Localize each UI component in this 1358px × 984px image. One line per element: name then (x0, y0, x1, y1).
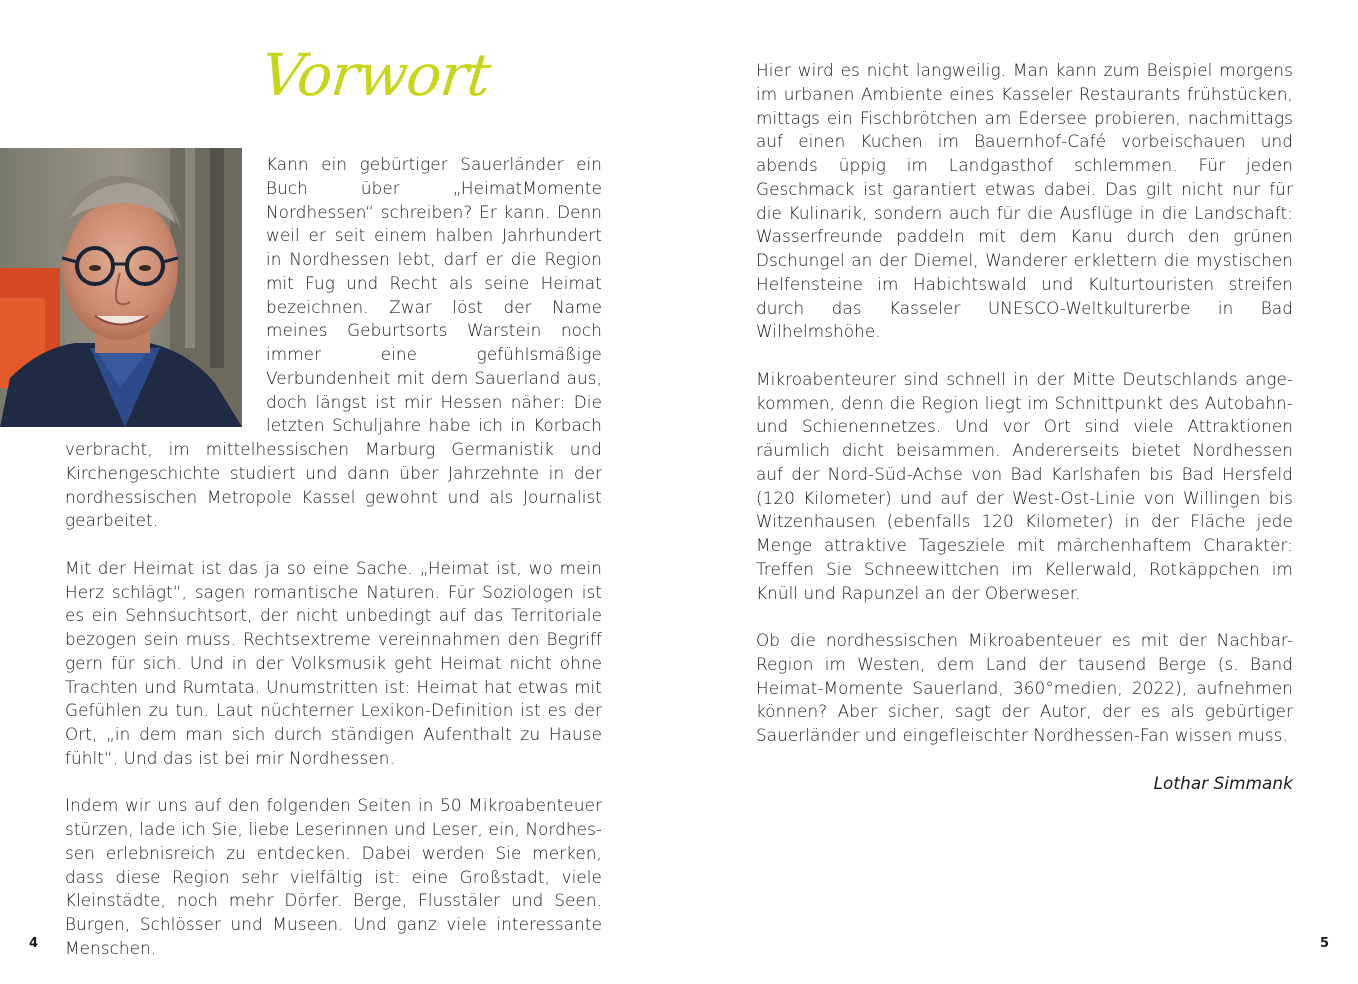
page-title: Vorwort (258, 41, 494, 109)
right-column (756, 59, 1293, 819)
left-column (65, 153, 602, 984)
paragraph: Mit der Heimat ist das ja so eine Sache. „Heimat ist, wo mein Herz schlägt“, sagen romantische Naturen. Für Soziologen ist es ein Sehnsuchtsort, der nicht unbedingt auf das Territoriale bezogen sein muss. Rechtsextreme vereinnahmen den Begriff gern für sich. Und in der Volksmusik geht Heimat nicht ohne Trachten und Rumtata. Unumstritten ist: Heimat hat etwas mit Gefühlen zu tun. Laut nüchterner Lexikon-Definition ist es der Ort, „in dem man sich durch ständigen Aufenthalt zu Hause fühlt“. Und das ist bei mir Nordhessen. (65, 557, 602, 768)
photo-wrap-spacer (65, 153, 266, 426)
paragraph: Ob die nordhessischen Mikroabenteuer es mit der Nachbar-Region im Westen, dem Land der tausend Berge (s. Band Heimat-Momente Sauerland, 360°medien, 2022), aufnehmen können? Aber sicher, sagt der Autor, der es als gebürtiger Sauerländer und eingefleischter Nordhessen-Fan wissen muss. (756, 630, 1293, 745)
paragraph: Kann ein gebürtiger Sauerländer ein Buch über „HeimatMomente Nordhessen“ schreiben? Er kann. Denn weil er seit einem halben Jahrhundert in Nordhessen lebt, darf er die Region mit Fug und Recht als seine Heimat bezeichnen. Zwar löst der Name meines Geburtsorts Warstein noch immer eine gefühlsmäßige Verbundenheit mit dem Sauerland aus, doch längst ist mir Hessen näher: Die letzten Schuljahre habe ich in Korbach verbracht, im mittelhessischen Marburg Germanistik und Kirchengeschichte studiert und dann über Jahrzehnte in der nordhessischen Metropole Kassel gewohnt und als Journalist gearbeitet. (65, 154, 602, 531)
paragraph: Indem wir uns auf den folgenden Seiten in 50 Mikroabenteuer stürzen, lade ich Sie, liebe Leserinnen und Leser, ein, Nordhessen erlebnisreich zu entdecken. Dabei werden Sie merken, dass diese Region sehr vielfältig ist: eine Großstadt, viele Kleinstädte, noch mehr Dörfer. Berge, Flusstäler und Seen. Burgen, Schlösser und Museen. Und ganz viele interessante Menschen. (65, 795, 602, 958)
page-number-left: 4 (29, 936, 39, 951)
paragraph: Hier wird es nicht langweilig. Man kann zum Beispiel morgens im urbanen Ambiente eines Kasseler Restaurants frühstücken, mittags ein Fischbrötchen am Edersee probieren, nachmittags auf einen Kuchen im Bauernhof-Café vorbeischauen und abends üppig im Landgasthof schlemmen. Für jeden Geschmack ist garantiert etwas dabei. Das gilt nicht nur für die Kulinarik, sondern auch für die Ausflüge in die Landschaft: Wasserfreunde paddeln mit dem Kanu durch den grünen Dschungel an der Diemel, Wanderer erklettern die mystischen Helfensteine im Habichtswald und Kulturtouristen streifen durch das Kasseler UNESCO-Weltkulturerbe in Bad Wilhelmshöhe. (756, 60, 1293, 342)
page-number-right: 5 (1320, 936, 1330, 951)
paragraph: Mikroabenteurer sind schnell in der Mitte Deutschlands angekommen, denn die Region liegt im Schnittpunkt des Autobahn- und Schienennetzes. Und vor Ort sind viele Attraktionen räumlich dicht beisammen. Andererseits bietet Nordhessen auf der Nord-Süd-Achse von Bad Karlshafen bis Bad Hersfeld (120 Kilometer) und auf der West-Ost-Linie von Willingen bis Witzenhausen (ebenfalls 120 Kilometer) in der Fläche jede Menge attraktive Tagesziele mit märchenhaftem Charakter: Treffen Sie Schneewittchen im Kellerwald, Rotkäppchen im Knüll und Rapunzel an der Oberweser. (756, 368, 1293, 603)
author-signature: Lothar Simmank (1153, 772, 1293, 793)
